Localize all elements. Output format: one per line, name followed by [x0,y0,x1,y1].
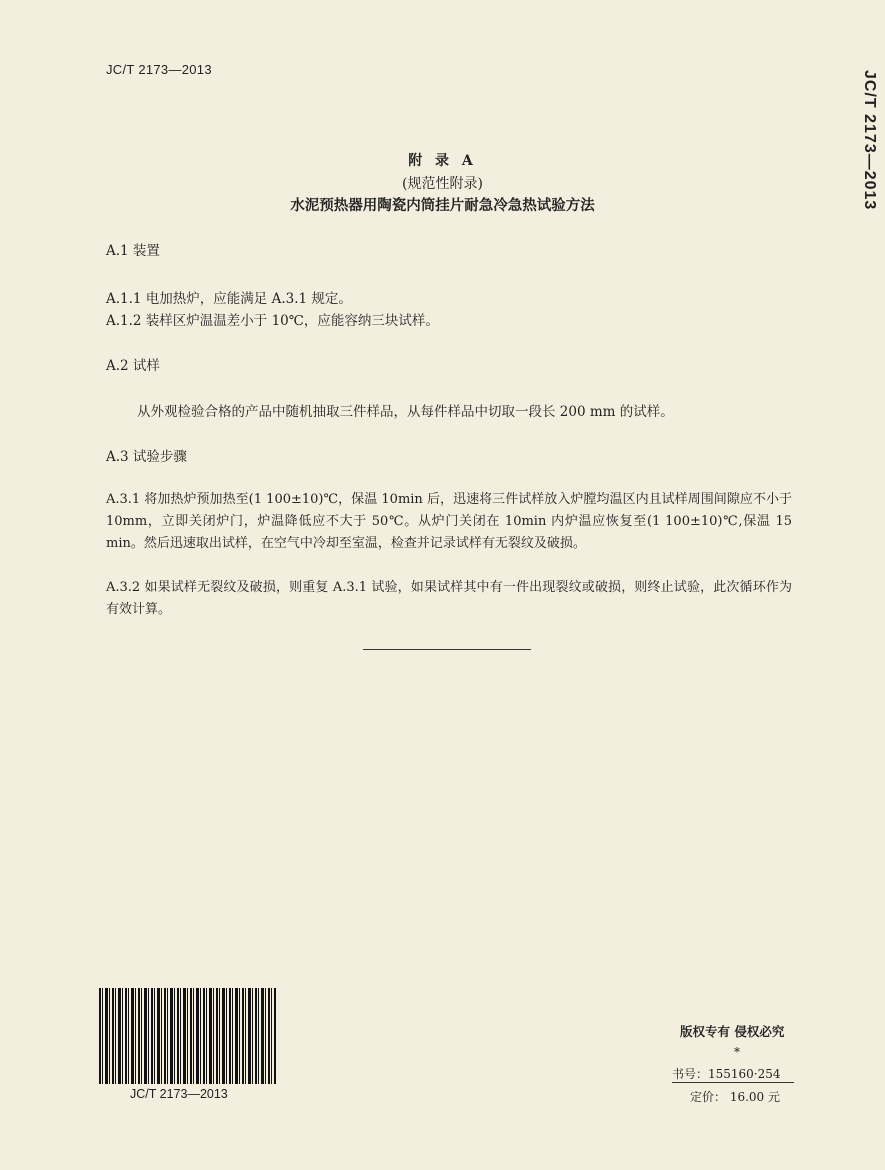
end-rule [363,649,531,650]
clause-a1-1: A.1.1 电加热炉，应能满足 A.3.1 规定。 [106,291,352,307]
appendix-title: 附 录 A [408,153,477,169]
price: 定价： 16.00 元 [690,1090,780,1104]
barcode-image [99,988,276,1084]
section-a3-heading: A.3 试验步骤 [106,449,187,465]
appendix-type: (规范性附录) [402,176,483,192]
appendix-subject: 水泥预热器用陶瓷内筒挂片耐急冷急热试验方法 [290,197,595,214]
section-a1-heading: A.1 装置 [106,243,160,259]
clause-a2-text: 从外观检验合格的产品中随机抽取三件样品，从每件样品中切取一段长 200 mm 的试样。 [137,404,674,420]
clause-a3-2: A.3.2 如果试样无裂纹及破损，则重复 A.3.1 试验，如果试样其中有一件出现裂纹或破损，则终止试验，此次循环作为有效计算。 [106,580,792,617]
header-standard-code: JC/T 2173—2013 [106,62,212,77]
section-a2-heading: A.2 试样 [106,358,160,374]
info-divider [672,1082,794,1083]
book-number: 书号：155160·254 [672,1067,781,1081]
clause-a3-1: A.3.1 将加热炉预加热至(1 100±10)℃，保温 10min 后，迅速将三件试样放入炉膛均温区内且试样周围间隙应不小于 10mm，立即关闭炉门，炉温降低应不大于 50℃。从炉门关闭在 10min 内炉温应恢复至(1 100±10)℃,保温 15 min。然后迅速取出试样，在空气中冷却至室温，检查并记录试样有无裂纹及破损。 [106,492,792,551]
clause-a1-2: A.1.2 装样区炉温温差小于 10℃，应能容纳三块试样。 [106,313,439,329]
barcode-text: JC/T 2173—2013 [130,1087,228,1101]
copyright-notice: 版权专有 侵权必究 [680,1024,785,1039]
star-mark: * [734,1045,740,1059]
side-standard-code: JC/T 2173—2013 [861,70,878,211]
